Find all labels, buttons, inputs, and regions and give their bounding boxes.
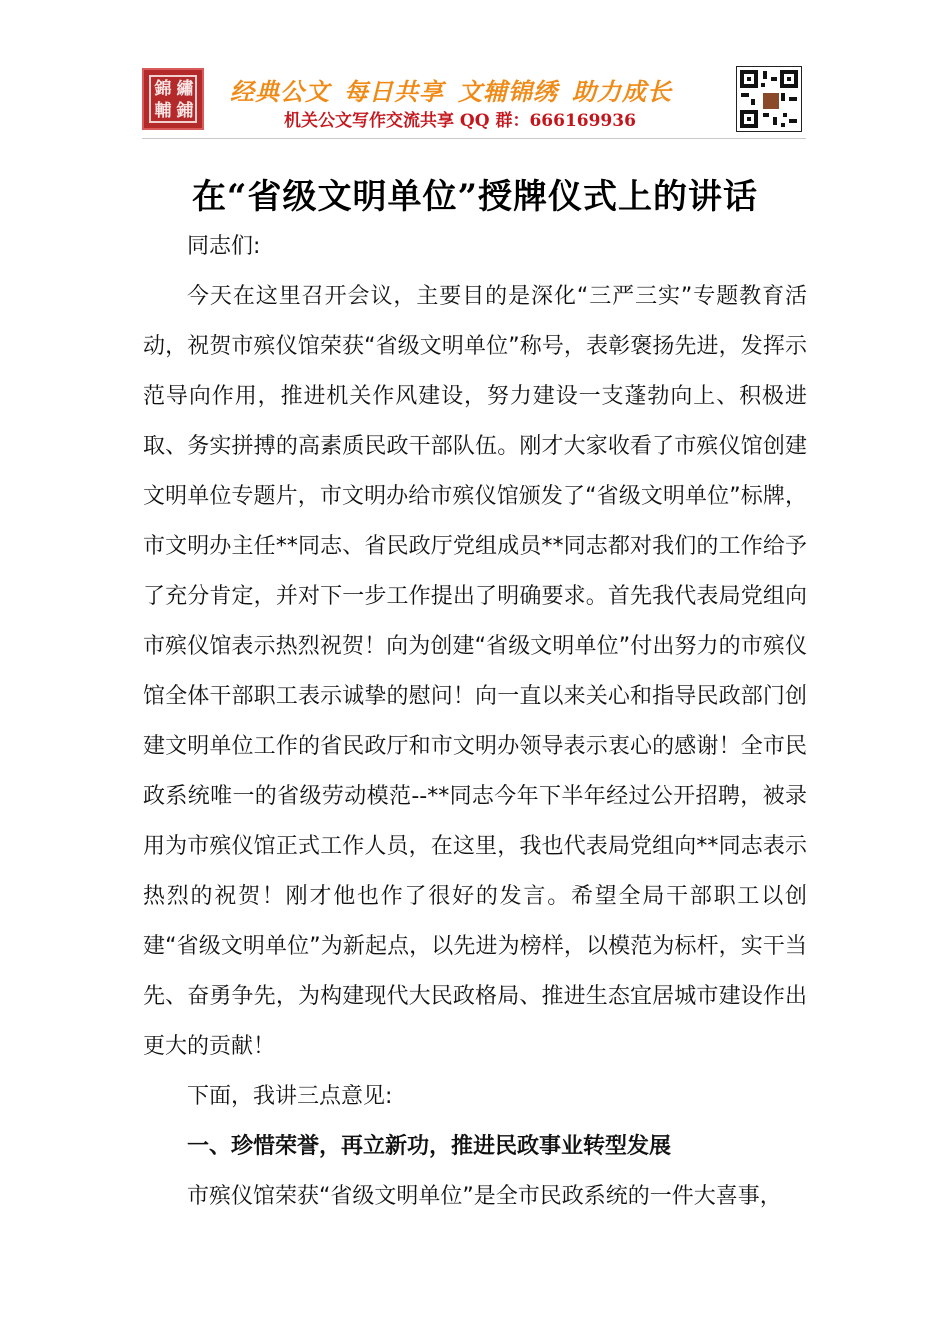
salutation: 同志们: bbox=[187, 234, 261, 259]
header-slogan bbox=[230, 72, 730, 107]
qr-center-logo bbox=[761, 91, 781, 111]
intro-points: 下面，我讲三点意见: bbox=[187, 1084, 393, 1109]
logo-glyph-4: 鋪 bbox=[176, 101, 194, 121]
seal-logo bbox=[142, 68, 204, 130]
logo-glyph-2: 繡 bbox=[176, 79, 194, 99]
document-title: 在“省级文明单位”授牌仪式上的讲话 bbox=[191, 176, 759, 217]
slogan-part: 助力成长 bbox=[572, 77, 672, 106]
header-divider bbox=[142, 138, 806, 139]
section-heading: 一、珍惜荣誉，再立新功，推进民政事业转型发展 bbox=[187, 1134, 672, 1159]
body-paragraph: 今天在这里召开会议，主要目的是深化“三严三实”专题教育活动，祝贺市殡仪馆荣获“省级文明单位”称号，表彰褒扬先进，发挥示范导向作用，推进机关作风建设，努力建设一支蓬勃向上、积极进取、务实拼搏的高素质民政干部队伍。刚才大家收看了市殡仪馆创建文明单位专题片，市文明办给市殡仪馆颁发了“省级文明单位”标牌，市文明办主任**同志、省民政厅党组成员**同志都对我们的工作给予了充分肯定，并对下一步工作提出了明确要求。首先我代表局党组向市殡仪馆表示热烈祝贺！向为创建“省级文明单位”付出努力的市殡仪馆全体干部职工表示诚挚的慰问！向一直以来关心和指导民政部门创建文明单位工作的省民政厅和市文明办领导表示衷心的感谢！全市民政系统唯一的省级劳动模范--**同志今年下半年经过公开招聘，被录用为市殡仪馆正式工作人员，在这里，我也代表局党组向**同志表示热烈的祝贺！刚才他也作了很好的发言。希望全局干部职工以创建“省级文明单位”为新起点，以先进为榜样，以模范为标杆，实干当先、奋勇争先，为构建现代大民政格局、推进生态宜居城市建设作出更大的贡献！ bbox=[143, 284, 808, 1059]
logo-glyph-1: 錦 bbox=[154, 79, 172, 99]
qr-code-icon[interactable] bbox=[736, 66, 802, 132]
slogan-part: 文辅锦绣 bbox=[458, 77, 558, 106]
logo-glyph-3: 輔 bbox=[154, 101, 172, 121]
document-body bbox=[143, 222, 807, 1222]
slogan-part: 每日共享 bbox=[344, 77, 444, 106]
qq-group-line: 机关公文写作交流共享 QQ 群：666169936 bbox=[284, 111, 636, 131]
document-header bbox=[142, 66, 806, 134]
slogan-part: 经典公文 bbox=[230, 77, 330, 106]
body-paragraph: 市殡仪馆荣获“省级文明单位”是全市民政系统的一件大喜事， bbox=[187, 1184, 782, 1209]
